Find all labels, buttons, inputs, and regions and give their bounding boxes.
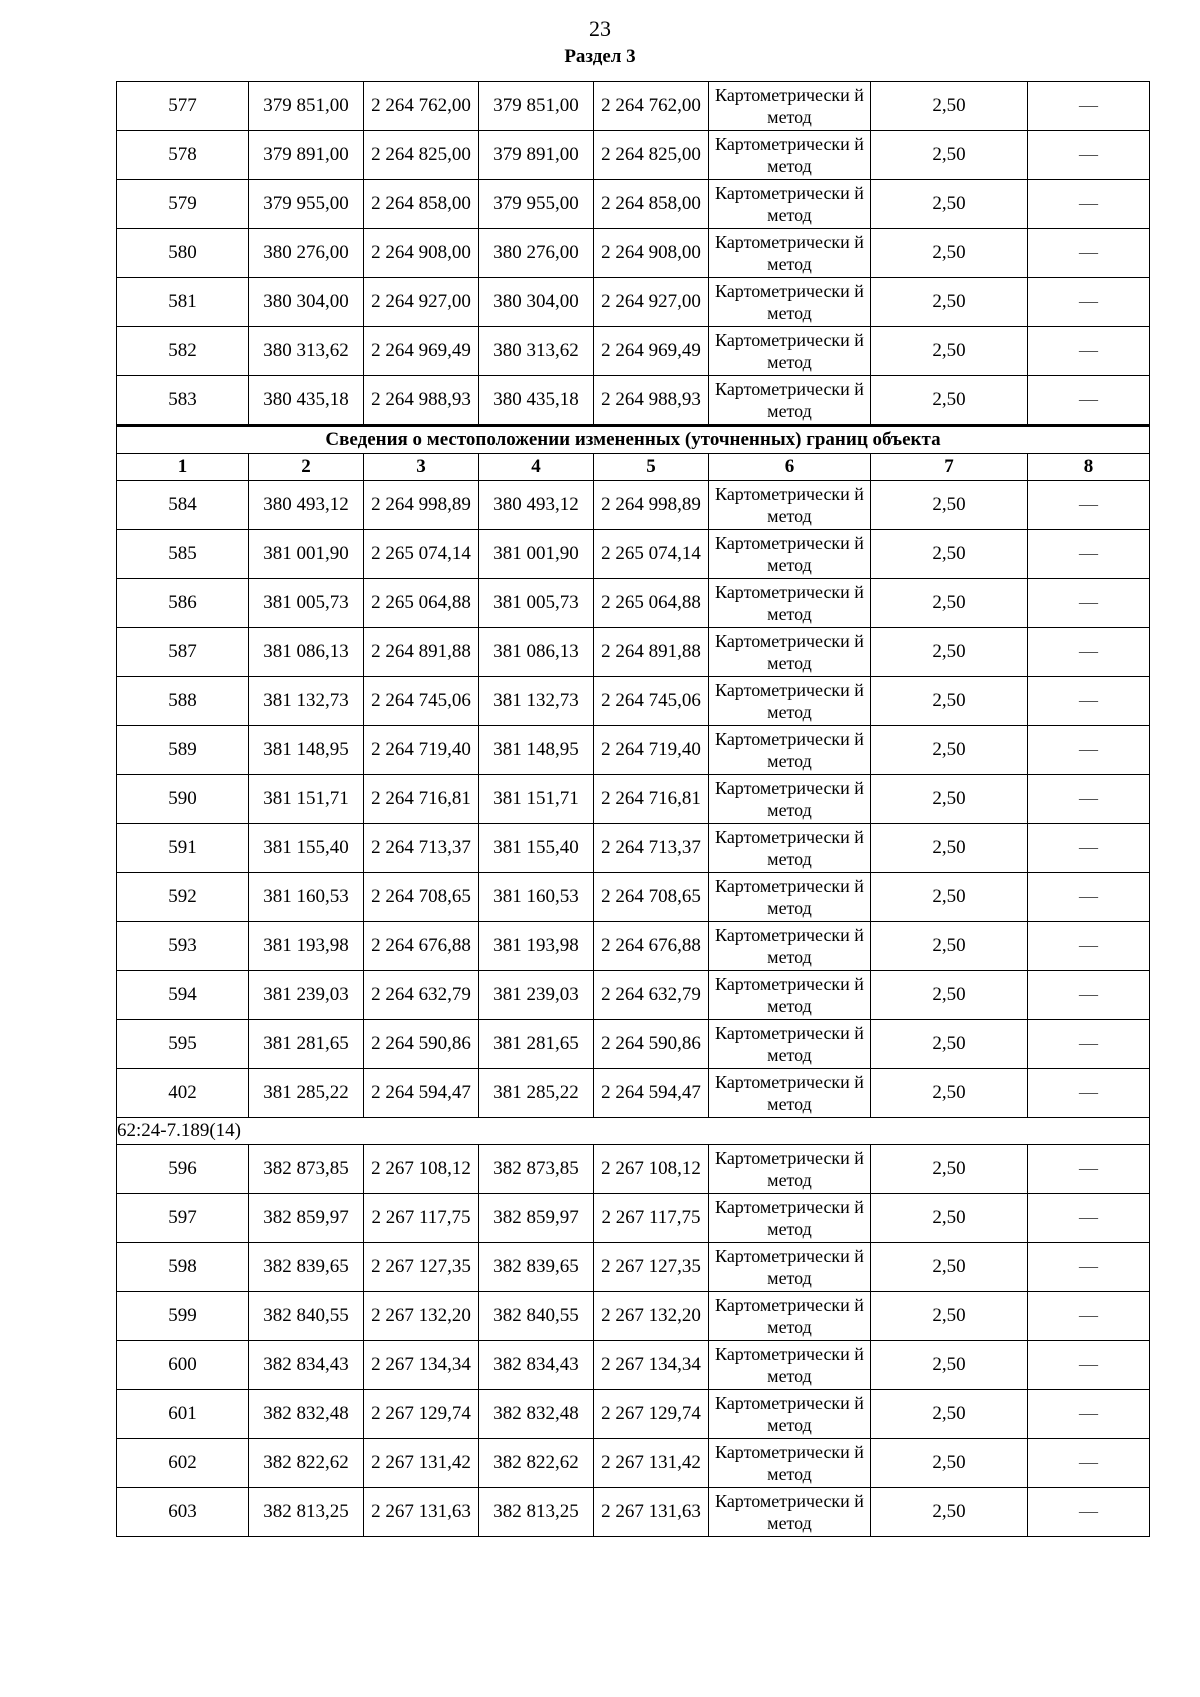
method-cell: Картометрически й метод <box>709 278 871 327</box>
description-cell: — <box>1028 481 1150 530</box>
y-old-cell: 2 264 988,93 <box>364 376 479 426</box>
point-number-cell: 588 <box>117 677 249 726</box>
section-title: Раздел 3 <box>564 46 636 67</box>
precision-cell: 2,50 <box>871 131 1028 180</box>
description-cell: — <box>1028 873 1150 922</box>
description-cell: — <box>1028 229 1150 278</box>
x-old-cell: 381 281,65 <box>249 1020 364 1069</box>
x-new-cell: 380 493,12 <box>479 481 594 530</box>
table-row <box>117 180 1150 229</box>
column-number: 5 <box>594 454 709 481</box>
description-cell: — <box>1028 1439 1150 1488</box>
x-new-cell: 381 193,98 <box>479 922 594 971</box>
table-section-object <box>117 1118 1150 1145</box>
table-row <box>117 775 1150 824</box>
x-old-cell: 382 822,62 <box>249 1439 364 1488</box>
x-old-cell: 379 891,00 <box>249 131 364 180</box>
table-row <box>117 131 1150 180</box>
description-cell: — <box>1028 1020 1150 1069</box>
description-cell: — <box>1028 1292 1150 1341</box>
method-cell: Картометрически й метод <box>709 824 871 873</box>
point-number-cell: 587 <box>117 628 249 677</box>
column-number: 1 <box>117 454 249 481</box>
y-old-cell: 2 267 129,74 <box>364 1390 479 1439</box>
method-cell: Картометрически й метод <box>709 922 871 971</box>
table-row <box>117 530 1150 579</box>
precision-cell: 2,50 <box>871 327 1028 376</box>
object-id: 62:24-7.189(14) <box>117 1118 1150 1145</box>
y-old-cell: 2 267 131,42 <box>364 1439 479 1488</box>
table-section-heading <box>117 426 1150 481</box>
y-old-cell: 2 264 708,65 <box>364 873 479 922</box>
table-section-a <box>117 82 1150 426</box>
y-old-cell: 2 264 632,79 <box>364 971 479 1020</box>
x-new-cell: 381 001,90 <box>479 530 594 579</box>
x-new-cell: 379 955,00 <box>479 180 594 229</box>
y-old-cell: 2 267 127,35 <box>364 1243 479 1292</box>
y-old-cell: 2 264 713,37 <box>364 824 479 873</box>
y-new-cell: 2 267 129,74 <box>594 1390 709 1439</box>
x-old-cell: 381 148,95 <box>249 726 364 775</box>
section-heading: Сведения о местоположении измененных (уточненных) границ объекта <box>117 426 1150 454</box>
description-cell: — <box>1028 82 1150 131</box>
x-old-cell: 382 873,85 <box>249 1145 364 1194</box>
x-old-cell: 382 832,48 <box>249 1390 364 1439</box>
description-cell: — <box>1028 530 1150 579</box>
y-new-cell: 2 267 131,63 <box>594 1488 709 1537</box>
precision-cell: 2,50 <box>871 1292 1028 1341</box>
point-number-cell: 580 <box>117 229 249 278</box>
x-new-cell: 379 851,00 <box>479 82 594 131</box>
y-old-cell: 2 265 064,88 <box>364 579 479 628</box>
precision-cell: 2,50 <box>871 180 1028 229</box>
method-cell: Картометрически й метод <box>709 1145 871 1194</box>
y-new-cell: 2 267 131,42 <box>594 1439 709 1488</box>
description-cell: — <box>1028 1390 1150 1439</box>
description-cell: — <box>1028 1194 1150 1243</box>
y-new-cell: 2 264 762,00 <box>594 82 709 131</box>
y-old-cell: 2 264 716,81 <box>364 775 479 824</box>
y-new-cell: 2 264 927,00 <box>594 278 709 327</box>
x-old-cell: 381 285,22 <box>249 1069 364 1118</box>
method-cell: Картометрически й метод <box>709 1439 871 1488</box>
x-new-cell: 380 435,18 <box>479 376 594 426</box>
point-number-cell: 402 <box>117 1069 249 1118</box>
section-heading-row <box>117 426 1150 454</box>
column-number: 6 <box>709 454 871 481</box>
table-row <box>117 1020 1150 1069</box>
precision-cell: 2,50 <box>871 481 1028 530</box>
y-new-cell: 2 264 998,89 <box>594 481 709 530</box>
precision-cell: 2,50 <box>871 677 1028 726</box>
y-old-cell: 2 264 825,00 <box>364 131 479 180</box>
precision-cell: 2,50 <box>871 726 1028 775</box>
y-old-cell: 2 267 134,34 <box>364 1341 479 1390</box>
point-number-cell: 584 <box>117 481 249 530</box>
table-row <box>117 1341 1150 1390</box>
x-new-cell: 381 285,22 <box>479 1069 594 1118</box>
y-old-cell: 2 264 908,00 <box>364 229 479 278</box>
x-old-cell: 382 859,97 <box>249 1194 364 1243</box>
precision-cell: 2,50 <box>871 530 1028 579</box>
table-row <box>117 1243 1150 1292</box>
column-number: 4 <box>479 454 594 481</box>
y-new-cell: 2 265 074,14 <box>594 530 709 579</box>
point-number-cell: 581 <box>117 278 249 327</box>
point-number-cell: 579 <box>117 180 249 229</box>
precision-cell: 2,50 <box>871 628 1028 677</box>
y-old-cell: 2 265 074,14 <box>364 530 479 579</box>
description-cell: — <box>1028 327 1150 376</box>
table-section-c <box>117 1145 1150 1537</box>
y-old-cell: 2 264 590,86 <box>364 1020 479 1069</box>
description-cell: — <box>1028 726 1150 775</box>
table-row <box>117 278 1150 327</box>
description-cell: — <box>1028 376 1150 426</box>
y-new-cell: 2 264 590,86 <box>594 1020 709 1069</box>
precision-cell: 2,50 <box>871 824 1028 873</box>
y-old-cell: 2 264 762,00 <box>364 82 479 131</box>
point-number-cell: 577 <box>117 82 249 131</box>
x-old-cell: 381 239,03 <box>249 971 364 1020</box>
x-old-cell: 382 839,65 <box>249 1243 364 1292</box>
method-cell: Картометрически й метод <box>709 180 871 229</box>
x-old-cell: 381 005,73 <box>249 579 364 628</box>
table-row <box>117 376 1150 426</box>
description-cell: — <box>1028 278 1150 327</box>
y-new-cell: 2 264 969,49 <box>594 327 709 376</box>
table-row <box>117 1488 1150 1537</box>
x-old-cell: 379 851,00 <box>249 82 364 131</box>
point-number-cell: 591 <box>117 824 249 873</box>
y-old-cell: 2 264 891,88 <box>364 628 479 677</box>
y-old-cell: 2 264 927,00 <box>364 278 479 327</box>
method-cell: Картометрически й метод <box>709 579 871 628</box>
x-old-cell: 381 001,90 <box>249 530 364 579</box>
y-new-cell: 2 265 064,88 <box>594 579 709 628</box>
method-cell: Картометрически й метод <box>709 1020 871 1069</box>
y-old-cell: 2 264 594,47 <box>364 1069 479 1118</box>
precision-cell: 2,50 <box>871 1243 1028 1292</box>
point-number-cell: 589 <box>117 726 249 775</box>
x-new-cell: 381 239,03 <box>479 971 594 1020</box>
table-section-b <box>117 481 1150 1118</box>
point-number-cell: 596 <box>117 1145 249 1194</box>
y-new-cell: 2 264 594,47 <box>594 1069 709 1118</box>
y-new-cell: 2 264 988,93 <box>594 376 709 426</box>
table-row <box>117 1292 1150 1341</box>
y-new-cell: 2 267 127,35 <box>594 1243 709 1292</box>
precision-cell: 2,50 <box>871 579 1028 628</box>
table-row <box>117 971 1150 1020</box>
x-old-cell: 381 155,40 <box>249 824 364 873</box>
precision-cell: 2,50 <box>871 1341 1028 1390</box>
page-number: 23 <box>589 16 611 41</box>
precision-cell: 2,50 <box>871 82 1028 131</box>
table-row <box>117 873 1150 922</box>
precision-cell: 2,50 <box>871 1194 1028 1243</box>
x-old-cell: 380 276,00 <box>249 229 364 278</box>
x-old-cell: 381 193,98 <box>249 922 364 971</box>
y-old-cell: 2 267 108,12 <box>364 1145 479 1194</box>
x-new-cell: 382 822,62 <box>479 1439 594 1488</box>
precision-cell: 2,50 <box>871 1488 1028 1537</box>
x-old-cell: 380 435,18 <box>249 376 364 426</box>
y-old-cell: 2 264 969,49 <box>364 327 479 376</box>
column-number: 2 <box>249 454 364 481</box>
method-cell: Картометрически й метод <box>709 726 871 775</box>
y-new-cell: 2 264 676,88 <box>594 922 709 971</box>
y-new-cell: 2 264 632,79 <box>594 971 709 1020</box>
y-new-cell: 2 267 132,20 <box>594 1292 709 1341</box>
precision-cell: 2,50 <box>871 278 1028 327</box>
y-old-cell: 2 264 676,88 <box>364 922 479 971</box>
point-number-cell: 600 <box>117 1341 249 1390</box>
method-cell: Картометрически й метод <box>709 628 871 677</box>
precision-cell: 2,50 <box>871 873 1028 922</box>
x-old-cell: 381 151,71 <box>249 775 364 824</box>
point-number-cell: 590 <box>117 775 249 824</box>
description-cell: — <box>1028 922 1150 971</box>
table-row <box>117 726 1150 775</box>
method-cell: Картометрически й метод <box>709 1390 871 1439</box>
precision-cell: 2,50 <box>871 1020 1028 1069</box>
point-number-cell: 582 <box>117 327 249 376</box>
method-cell: Картометрически й метод <box>709 481 871 530</box>
x-old-cell: 381 132,73 <box>249 677 364 726</box>
table-row <box>117 327 1150 376</box>
description-cell: — <box>1028 628 1150 677</box>
y-new-cell: 2 264 745,06 <box>594 677 709 726</box>
description-cell: — <box>1028 824 1150 873</box>
x-old-cell: 380 493,12 <box>249 481 364 530</box>
y-new-cell: 2 264 891,88 <box>594 628 709 677</box>
point-number-cell: 585 <box>117 530 249 579</box>
precision-cell: 2,50 <box>871 922 1028 971</box>
precision-cell: 2,50 <box>871 971 1028 1020</box>
column-number: 8 <box>1028 454 1150 481</box>
y-new-cell: 2 264 908,00 <box>594 229 709 278</box>
method-cell: Картометрически й метод <box>709 775 871 824</box>
description-cell: — <box>1028 971 1150 1020</box>
point-number-cell: 603 <box>117 1488 249 1537</box>
x-new-cell: 380 304,00 <box>479 278 594 327</box>
method-cell: Картометрически й метод <box>709 1341 871 1390</box>
precision-cell: 2,50 <box>871 229 1028 278</box>
table-row <box>117 82 1150 131</box>
description-cell: — <box>1028 677 1150 726</box>
x-new-cell: 381 151,71 <box>479 775 594 824</box>
description-cell: — <box>1028 180 1150 229</box>
x-old-cell: 379 955,00 <box>249 180 364 229</box>
precision-cell: 2,50 <box>871 775 1028 824</box>
x-old-cell: 382 840,55 <box>249 1292 364 1341</box>
y-new-cell: 2 267 117,75 <box>594 1194 709 1243</box>
point-number-cell: 595 <box>117 1020 249 1069</box>
y-old-cell: 2 264 745,06 <box>364 677 479 726</box>
y-new-cell: 2 267 108,12 <box>594 1145 709 1194</box>
table-row <box>117 579 1150 628</box>
description-cell: — <box>1028 1243 1150 1292</box>
x-new-cell: 381 148,95 <box>479 726 594 775</box>
table-row <box>117 824 1150 873</box>
method-cell: Картометрически й метод <box>709 376 871 426</box>
y-new-cell: 2 267 134,34 <box>594 1341 709 1390</box>
point-number-cell: 598 <box>117 1243 249 1292</box>
x-old-cell: 380 304,00 <box>249 278 364 327</box>
x-new-cell: 381 132,73 <box>479 677 594 726</box>
object-id-row <box>117 1118 1150 1145</box>
x-new-cell: 381 086,13 <box>479 628 594 677</box>
table-row <box>117 1439 1150 1488</box>
x-old-cell: 382 813,25 <box>249 1488 364 1537</box>
x-new-cell: 382 813,25 <box>479 1488 594 1537</box>
point-number-cell: 593 <box>117 922 249 971</box>
method-cell: Картометрически й метод <box>709 327 871 376</box>
x-old-cell: 382 834,43 <box>249 1341 364 1390</box>
x-new-cell: 382 873,85 <box>479 1145 594 1194</box>
x-new-cell: 381 281,65 <box>479 1020 594 1069</box>
y-new-cell: 2 264 713,37 <box>594 824 709 873</box>
method-cell: Картометрически й метод <box>709 1488 871 1537</box>
x-new-cell: 382 859,97 <box>479 1194 594 1243</box>
method-cell: Картометрически й метод <box>709 1069 871 1118</box>
x-old-cell: 381 086,13 <box>249 628 364 677</box>
point-number-cell: 586 <box>117 579 249 628</box>
y-new-cell: 2 264 716,81 <box>594 775 709 824</box>
description-cell: — <box>1028 775 1150 824</box>
table-row <box>117 677 1150 726</box>
point-number-cell: 599 <box>117 1292 249 1341</box>
precision-cell: 2,50 <box>871 1390 1028 1439</box>
method-cell: Картометрически й метод <box>709 971 871 1020</box>
point-number-cell: 578 <box>117 131 249 180</box>
method-cell: Картометрически й метод <box>709 1243 871 1292</box>
y-old-cell: 2 264 858,00 <box>364 180 479 229</box>
coordinates-table <box>116 81 1150 1537</box>
precision-cell: 2,50 <box>871 1439 1028 1488</box>
table-row <box>117 481 1150 530</box>
description-cell: — <box>1028 1341 1150 1390</box>
table-row <box>117 1145 1150 1194</box>
precision-cell: 2,50 <box>871 1145 1028 1194</box>
method-cell: Картометрически й метод <box>709 677 871 726</box>
method-cell: Картометрически й метод <box>709 82 871 131</box>
description-cell: — <box>1028 1488 1150 1537</box>
method-cell: Картометрически й метод <box>709 131 871 180</box>
y-new-cell: 2 264 858,00 <box>594 180 709 229</box>
description-cell: — <box>1028 579 1150 628</box>
description-cell: — <box>1028 131 1150 180</box>
table-row <box>117 922 1150 971</box>
table-row <box>117 628 1150 677</box>
x-new-cell: 382 840,55 <box>479 1292 594 1341</box>
y-new-cell: 2 264 719,40 <box>594 726 709 775</box>
column-number: 3 <box>364 454 479 481</box>
y-old-cell: 2 267 117,75 <box>364 1194 479 1243</box>
table-row <box>117 229 1150 278</box>
point-number-cell: 594 <box>117 971 249 1020</box>
method-cell: Картометрически й метод <box>709 873 871 922</box>
x-new-cell: 379 891,00 <box>479 131 594 180</box>
description-cell: — <box>1028 1069 1150 1118</box>
point-number-cell: 592 <box>117 873 249 922</box>
method-cell: Картометрически й метод <box>709 530 871 579</box>
method-cell: Картометрически й метод <box>709 1292 871 1341</box>
y-old-cell: 2 267 132,20 <box>364 1292 479 1341</box>
method-cell: Картометрически й метод <box>709 1194 871 1243</box>
x-new-cell: 382 834,43 <box>479 1341 594 1390</box>
point-number-cell: 602 <box>117 1439 249 1488</box>
precision-cell: 2,50 <box>871 1069 1028 1118</box>
x-old-cell: 380 313,62 <box>249 327 364 376</box>
y-new-cell: 2 264 708,65 <box>594 873 709 922</box>
y-old-cell: 2 267 131,63 <box>364 1488 479 1537</box>
table-row <box>117 1390 1150 1439</box>
x-new-cell: 380 276,00 <box>479 229 594 278</box>
point-number-cell: 597 <box>117 1194 249 1243</box>
point-number-cell: 601 <box>117 1390 249 1439</box>
method-cell: Картометрически й метод <box>709 229 871 278</box>
point-number-cell: 583 <box>117 376 249 426</box>
column-number: 7 <box>871 454 1028 481</box>
x-new-cell: 380 313,62 <box>479 327 594 376</box>
x-old-cell: 381 160,53 <box>249 873 364 922</box>
precision-cell: 2,50 <box>871 376 1028 426</box>
y-new-cell: 2 264 825,00 <box>594 131 709 180</box>
x-new-cell: 382 832,48 <box>479 1390 594 1439</box>
x-new-cell: 382 839,65 <box>479 1243 594 1292</box>
x-new-cell: 381 005,73 <box>479 579 594 628</box>
x-new-cell: 381 160,53 <box>479 873 594 922</box>
y-old-cell: 2 264 719,40 <box>364 726 479 775</box>
description-cell: — <box>1028 1145 1150 1194</box>
y-old-cell: 2 264 998,89 <box>364 481 479 530</box>
table-row <box>117 1194 1150 1243</box>
x-new-cell: 381 155,40 <box>479 824 594 873</box>
column-numbers-row <box>117 454 1150 481</box>
table-row <box>117 1069 1150 1118</box>
